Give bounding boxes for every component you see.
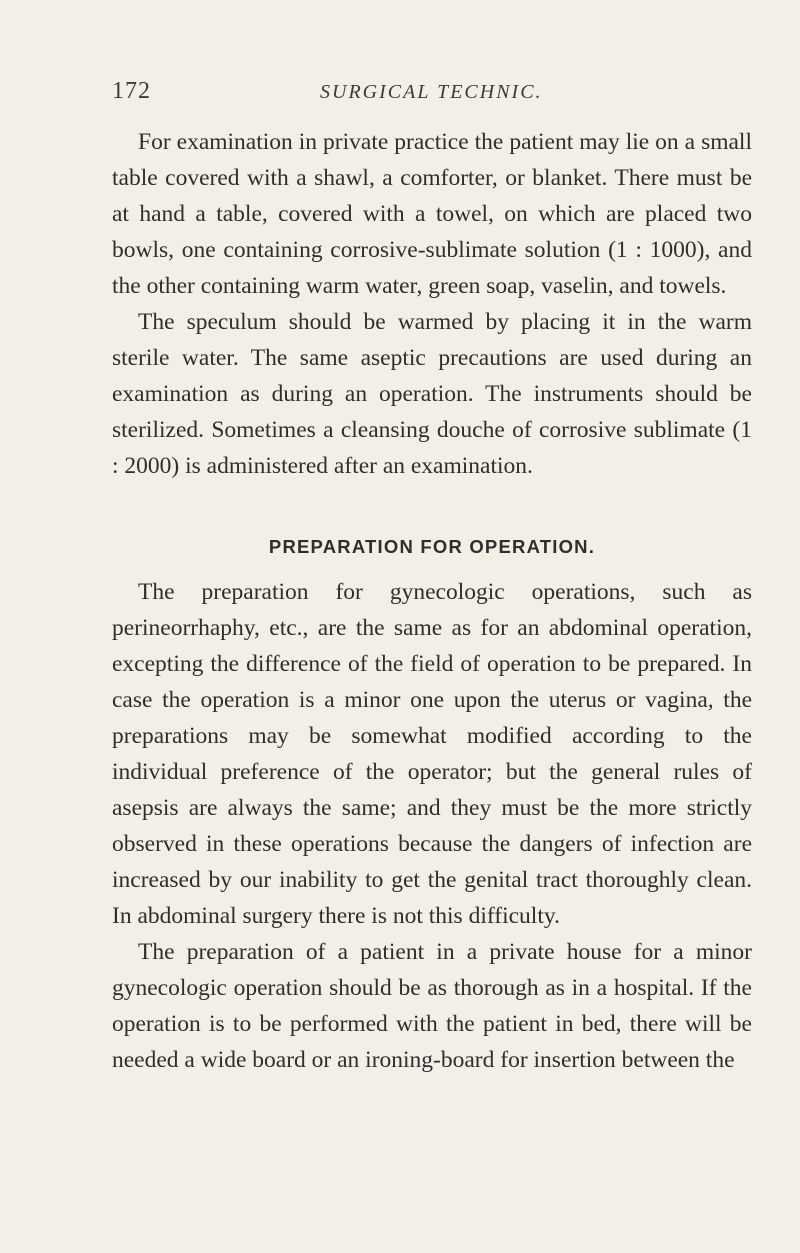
paragraph-examination: For examination in private practice the patient may lie on a small table covered with a shawl, a comforter, or blanket. There must be at hand a table, covered with a towel, on which are placed two bowls, one containing corrosive-sublimate solution (1 : 1000), and the other containing warm water, green soap, vaselin, and towels. bbox=[112, 129, 752, 299]
paragraph-preparation: The preparation for gynecologic operations, such as perineorrhaphy, etc., are the same as for an abdominal operation, excepting the difference of the field of operation to be prepared. In case the operation is a minor one upon the uterus or vagina, the preparations may be somewhat modified according to the individual preference of the operator; but the general rules of asepsis are always the same; and they must be the more strictly observed in these operations because the dangers of infection are increased by our inability to get the genital tract thoroughly clean. In abdominal surgery there is not this difficulty. bbox=[112, 579, 752, 929]
text-block-preparation bbox=[112, 574, 752, 1078]
running-title: SURGICAL TECHNIC. bbox=[320, 81, 543, 103]
paragraph-speculum: The speculum should be warmed by placing it in the warm sterile water. The same aseptic precautions are used during an examination as during an operation. The instruments should be sterilized. Sometimes a cleansing douche of corrosive sublimate (1 : 2000) is administered after an examination. bbox=[112, 309, 752, 479]
paragraph-private-house: The preparation of a patient in a private house for a minor gynecologic operation should be as thorough as in a hospital. If the operation is to be performed with the patient in bed, there will be needed a wide board or an ironing-board for insertion between the bbox=[112, 939, 752, 1073]
running-head bbox=[112, 78, 748, 110]
page-number: 172 bbox=[112, 78, 151, 104]
text-block-examination bbox=[112, 124, 752, 484]
section-heading: PREPARATION FOR OPERATION. bbox=[268, 536, 596, 557]
